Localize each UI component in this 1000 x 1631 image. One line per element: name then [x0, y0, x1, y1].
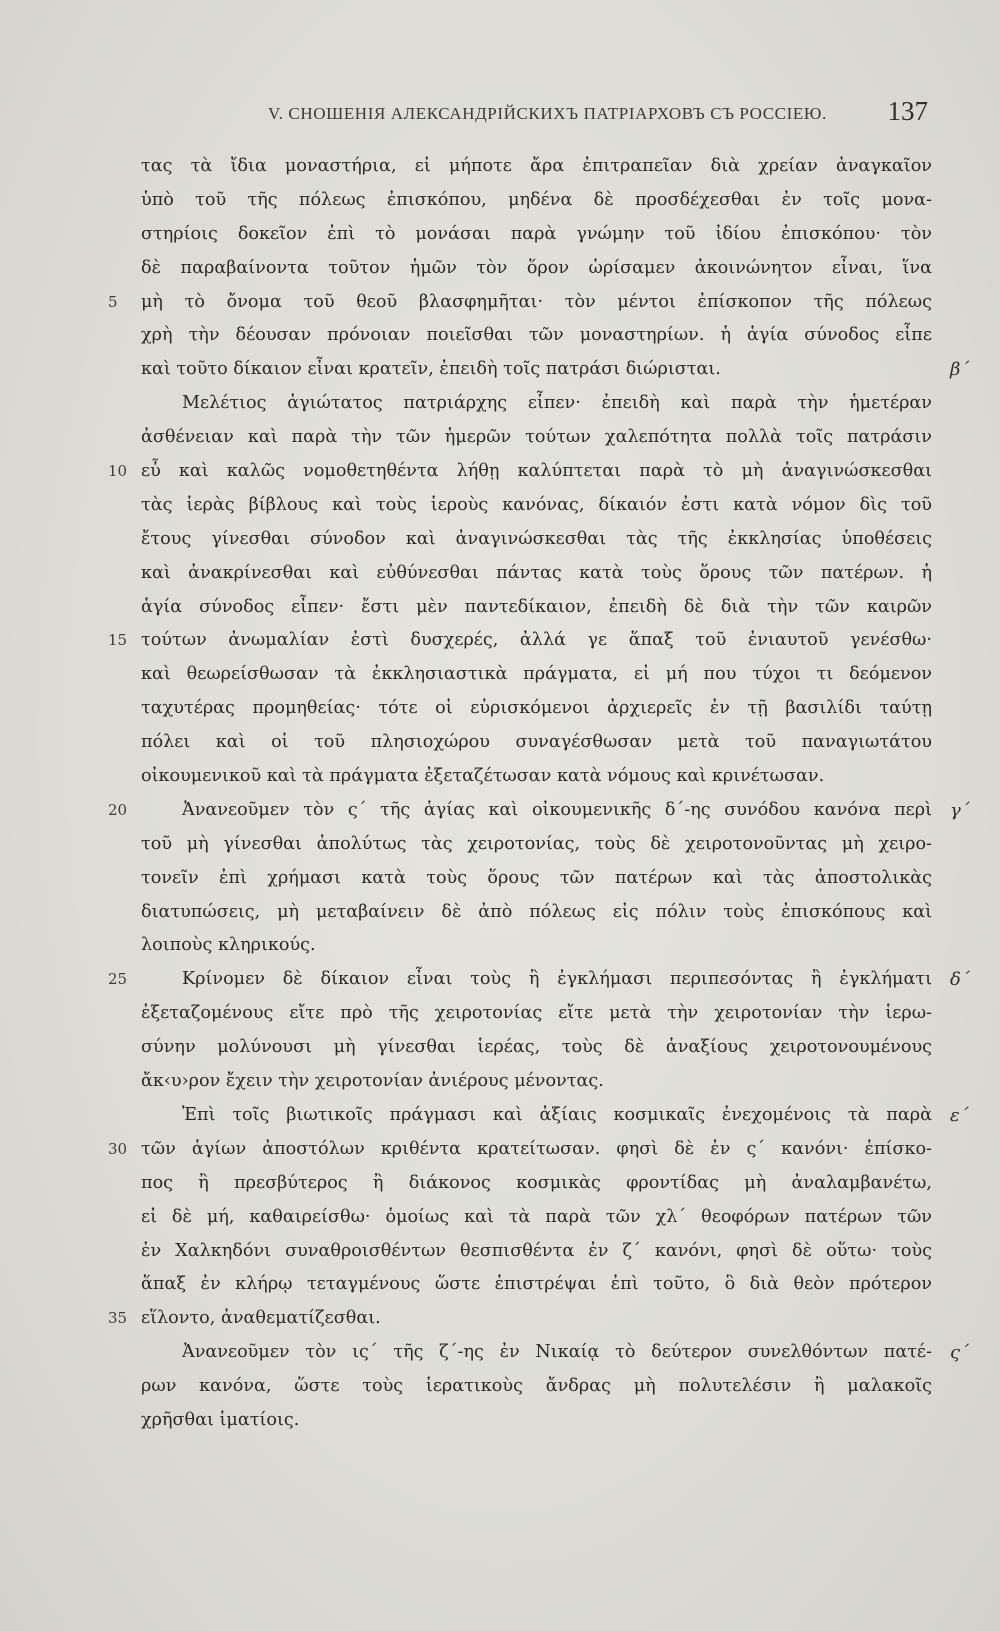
line-text: ρων κανόνα, ὥστε τοὺς ἱερατικοὺς ἄνδρας μὴ πολυτελέσιν ἢ μαλακοῖς: [141, 1376, 932, 1397]
line-text: χρὴ τὴν δέουσαν πρόνοιαν ποιεῖσθαι τῶν μοναστηρίων. ἡ ἁγία σύνοδος εἶπε: [141, 325, 932, 346]
text-line: [0, 557, 1000, 591]
line-number: 5: [108, 292, 118, 311]
text-line: [0, 1065, 1000, 1099]
marginal-number: γ´: [950, 799, 970, 821]
line-text: ἄκ‹υ›ρον ἔχειν τὴν χειροτονίαν ἀνιέρους μένοντας.: [141, 1071, 604, 1092]
text-line: [0, 150, 1000, 184]
line-text: ἀσθένειαν καὶ παρὰ τὴν τῶν ἡμερῶν τούτων χαλεπότητα πολλὰ τοῖς πατράσιν: [141, 427, 932, 448]
line-number: 15: [108, 631, 128, 650]
text-line: [0, 218, 1000, 252]
line-text: τῶν ἁγίων ἀποστόλων κριθέντα κρατείτωσαν. φησὶ δὲ ἐν ς´ κανόνι· ἐπίσκο-: [141, 1138, 932, 1159]
line-text: Μελέτιος ἁγιώτατος πατριάρχης εἶπεν· ἐπειδὴ καὶ παρὰ τὴν ἡμετέραν: [182, 393, 932, 414]
line-text: ταχυτέρας προμηθείας· τότε οἱ εὑρισκόμενοι ἀρχιερεῖς ἐν τῇ βασιλίδι ταύτῃ: [141, 698, 932, 719]
text-line: [0, 1370, 1000, 1404]
line-text: ἅπαξ ἐν κλήρῳ τεταγμένους ὥστε ἐπιστρέψαι ἐπὶ τοῦτο, ὃ διὰ θεὸν πρότερον: [141, 1274, 932, 1295]
line-text: διατυπώσεις, μὴ μεταβαίνειν δὲ ἀπὸ πόλεως εἰς πόλιν τοὺς ἐπισκόπους καὶ: [141, 901, 932, 922]
text-line: [0, 1099, 1000, 1133]
line-text: οἰκουμενικοῦ καὶ τὰ πράγματα ἐξεταζέτωσαν κατὰ νόμους καὶ κρινέτωσαν.: [141, 766, 825, 787]
line-text: Ἀνανεοῦμεν τὸν ις´ τῆς ζ´-ης ἐν Νικαίᾳ τὸ δεύτερον συνελθόντων πατέ-: [182, 1342, 932, 1363]
marginal-number: ε´: [950, 1104, 969, 1126]
running-head: V. СНОШЕНІЯ АЛЕКСАНДРІЙСКИХЪ ПАТРІАРХОВЪ СЪ РОССІЕЮ.: [268, 104, 827, 123]
text-line: [0, 286, 1000, 320]
marginal-number: δ´: [950, 969, 970, 991]
line-text: εὖ καὶ καλῶς νομοθετηθέντα λήθῃ καλύπτεται παρὰ τὸ μὴ ἀναγινώσκεσθαι: [141, 461, 932, 482]
line-text: πόλει καὶ οἱ τοῦ πλησιοχώρου συναγέσθωσαν μετὰ τοῦ παναγιωτάτου: [141, 732, 932, 753]
line-text: ἔτους γίνεσθαι σύνοδον καὶ ἀναγινώσκεσθαι τὰς τῆς ἐκκλησίας ὑποθέσεις: [141, 528, 932, 549]
line-text: εἰ δὲ μή, καθαιρείσθω· ὁμοίως καὶ τὰ παρὰ τῶν χλ´ θεοφόρων πατέρων τῶν: [141, 1206, 932, 1227]
text-line: [0, 726, 1000, 760]
text-line: [0, 794, 1000, 828]
text-line: [0, 692, 1000, 726]
line-number: 25: [108, 970, 128, 989]
line-text: εἵλοντο, ἀναθεματίζεσθαι.: [141, 1308, 381, 1329]
text-line: [0, 1404, 1000, 1438]
text-line: [0, 523, 1000, 557]
line-text: σύνην μολύνουσι μὴ γίνεσθαι ἱερέας, τοὺς δὲ ἀναξίους χειροτονουμένους: [141, 1037, 932, 1058]
text-line: [0, 760, 1000, 794]
text-line: [0, 319, 1000, 353]
text-line: [0, 184, 1000, 218]
text-line: [0, 1302, 1000, 1336]
line-text: πος ἢ πρεσβύτερος ἢ διάκονος κοσμικὰς φροντίδας μὴ ἀναλαμβανέτω,: [141, 1172, 932, 1193]
line-text: τὰς ἱερὰς βίβλους καὶ τοὺς ἱεροὺς κανόνας, δίκαιόν ἐστι κατὰ νόμον δὶς τοῦ: [141, 494, 932, 515]
line-text: τούτων ἀνωμαλίαν ἐστὶ δυσχερές, ἀλλά γε ἅπαξ τοῦ ἐνιαυτοῦ γενέσθω·: [141, 630, 932, 651]
text-line: [0, 353, 1000, 387]
line-text: τας τὰ ἴδια μοναστήρια, εἰ μήποτε ἄρα ἐπιτραπεῖαν διὰ χρείαν ἀναγκαῖον: [141, 156, 932, 176]
text-line: [0, 387, 1000, 421]
line-text: χρῆσθαι ἱματίοις.: [141, 1409, 300, 1430]
text-line: [0, 624, 1000, 658]
text-line: [0, 1167, 1000, 1201]
text-line: [0, 658, 1000, 692]
text-line: [0, 455, 1000, 489]
text-line: [0, 896, 1000, 930]
text-line: [0, 1336, 1000, 1370]
text-line: [0, 828, 1000, 862]
page-number: 137: [887, 96, 928, 126]
line-text: ὑπὸ τοῦ τῆς πόλεως ἐπισκόπου, μηδένα δὲ προσδέχεσθαι ἐν τοῖς μονα-: [141, 189, 932, 210]
text-line: [0, 252, 1000, 286]
text-line: [0, 591, 1000, 625]
line-text: τοῦ μὴ γίνεσθαι ἀπολύτως τὰς χειροτονίας, τοὺς δὲ χειροτονοῦντας μὴ χειρο-: [141, 833, 932, 854]
text-line: [0, 963, 1000, 997]
text-line: [0, 1133, 1000, 1167]
line-text: στηρίοις δοκεῖον ἐπὶ τὸ μονάσαι παρὰ γνώμην τοῦ ἰδίου ἐπισκόπου· τὸν: [141, 223, 932, 244]
text-line: [0, 1268, 1000, 1302]
text-line: [0, 1031, 1000, 1065]
line-text: ἐξεταζομένους εἴτε πρὸ τῆς χειροτονίας εἴτε μετὰ τὴν χειροτονίαν τὴν ἱερω-: [141, 1003, 932, 1024]
line-text: καὶ θεωρείσθωσαν τὰ ἐκκλησιαστικὰ πράγματα, εἰ μή που τύχοι τι δεόμενον: [141, 664, 932, 685]
text-line: [0, 997, 1000, 1031]
text-line: [0, 1235, 1000, 1269]
line-text: καὶ ἀνακρίνεσθαι καὶ εὐθύνεσθαι πάντας κατὰ τοὺς ὅρους τῶν πατέρων. ἡ: [141, 562, 932, 583]
line-text: ἁγία σύνοδος εἶπεν· ἔστι μὲν παντεδίκαιον, ἐπειδὴ δὲ διὰ τὴν τῶν καιρῶν: [141, 596, 932, 617]
marginal-number: ς´: [950, 1342, 970, 1364]
text-line: [0, 1201, 1000, 1235]
page-header: [248, 96, 928, 132]
line-text: Ἐπὶ τοῖς βιωτικοῖς πράγμασι καὶ ἀξίαις κοσμικαῖς ἐνεχομένοις τὰ παρὰ: [182, 1104, 932, 1125]
body-text: [0, 150, 1000, 1438]
line-text: Κρίνομεν δὲ δίκαιον εἶναι τοὺς ἢ ἐγκλήμασι περιπεσόντας ἢ ἐγκλήματι: [182, 969, 932, 990]
line-text: τονεῖν ἐπὶ χρήμασι κατὰ τοὺς ὅρους τῶν πατέρων καὶ τὰς ἀποστολικὰς: [141, 867, 932, 888]
line-text: μὴ τὸ ὄνομα τοῦ θεοῦ βλασφημῆται· τὸν μέντοι ἐπίσκοπον τῆς πόλεως: [141, 291, 932, 312]
line-number: 30: [108, 1139, 128, 1158]
marginal-number: β´: [950, 359, 970, 381]
line-number: 20: [108, 800, 128, 819]
line-text: καὶ τοῦτο δίκαιον εἶναι κρατεῖν, ἐπειδὴ τοῖς πατράσι διώρισται.: [141, 359, 721, 380]
line-text: δὲ παραβαίνοντα τοῦτον ἡμῶν τὸν ὅρον ὡρίσαμεν ἀκοινώνητον εἶναι, ἵνα: [141, 257, 932, 278]
line-text: λοιποὺς κληρικούς.: [141, 935, 316, 956]
text-line: [0, 929, 1000, 963]
text-line: [0, 489, 1000, 523]
text-line: [0, 421, 1000, 455]
line-text: ἐν Χαλκηδόνι συναθροισθέντων θεσπισθέντα ἐν ζ´ κανόνι, φησὶ δὲ οὕτω· τοὺς: [141, 1240, 932, 1261]
line-number: 10: [108, 462, 128, 481]
text-line: [0, 862, 1000, 896]
line-text: Ἀνανεοῦμεν τὸν ς´ τῆς ἁγίας καὶ οἰκουμενικῆς δ´-ης συνόδου κανόνα περὶ: [182, 799, 932, 820]
line-number: 35: [108, 1309, 128, 1328]
